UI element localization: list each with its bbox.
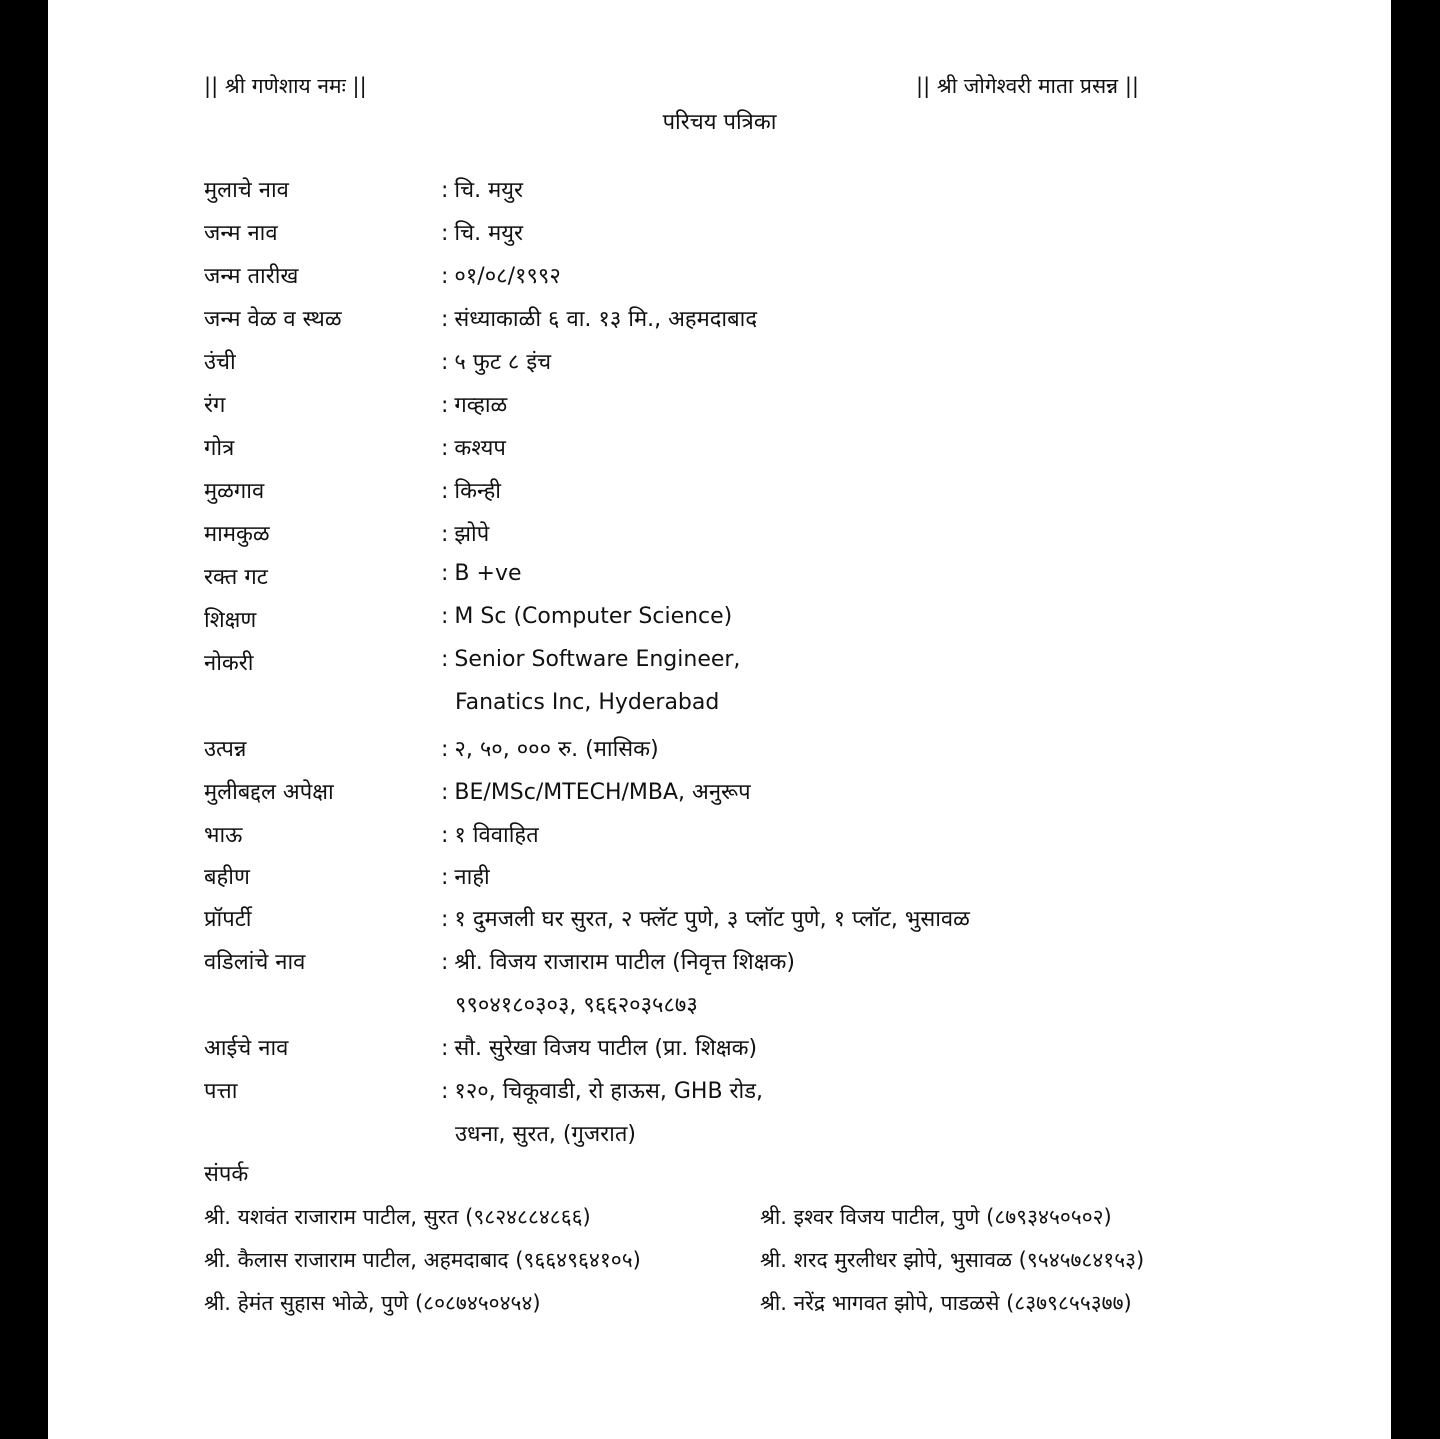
- field-value: ०१/०८/१९९२: [454, 264, 561, 289]
- field-value: M Sc (Computer Science): [454, 604, 733, 629]
- field-value-wrap: [441, 733, 659, 763]
- field-separator: :: [441, 647, 449, 672]
- contact-entry: श्री. हेमंत सुहास भोळे, पुणे (८०८७४५०४५४): [204, 1291, 541, 1315]
- field-label: रक्त गट: [204, 565, 268, 590]
- field-label: उत्पन्न: [204, 737, 247, 762]
- field-separator: :: [441, 1079, 449, 1104]
- field-label: रंग: [204, 393, 226, 418]
- contact-entry: श्री. नरेंद्र भागवत झोपे, पाडळसे (८३७९८५५३७७): [760, 1291, 1132, 1315]
- field-separator: :: [441, 737, 449, 762]
- header-left-invocation: || श्री गणेशाय नमः ||: [204, 74, 367, 98]
- contact-entry: श्री. शरद मुरलीधर झोपे, भुसावळ (९५४५७८४१५३): [760, 1248, 1145, 1272]
- field-value: Senior Software Engineer,: [454, 647, 741, 672]
- field-separator: :: [441, 350, 449, 375]
- field-separator: :: [441, 950, 449, 975]
- field-separator: :: [441, 522, 449, 547]
- field-label: गोत्र: [204, 436, 235, 461]
- field-value-wrap: [441, 946, 795, 976]
- field-value: चि. मयुर: [454, 221, 523, 246]
- biodata-page: [48, 0, 1391, 1439]
- field-value: झोपे: [454, 522, 490, 547]
- field-separator: :: [441, 479, 449, 504]
- field-separator: :: [441, 221, 449, 246]
- field-separator: :: [441, 307, 449, 332]
- field-label: बहीण: [204, 865, 250, 890]
- field-label: भाऊ: [204, 823, 243, 848]
- field-value: १२०, चिकूवाडी, रो हाऊस, GHB रोड,: [454, 1079, 764, 1104]
- contact-entry: श्री. इश्वर विजय पाटील, पुणे (८७९३४५०५०२): [760, 1205, 1112, 1229]
- field-value-wrap: [441, 861, 490, 891]
- field-value-wrap: [441, 1075, 763, 1105]
- field-value: १ दुमजली घर सुरत, २ फ्लॅट पुणे, ३ प्लॉट पुणे, १ प्लॉट, भुसावळ: [454, 907, 970, 932]
- field-value-wrap: [441, 647, 740, 672]
- field-value: नाही: [454, 865, 490, 890]
- header-right-invocation: || श्री जोगेश्वरी माता प्रसन्न ||: [916, 74, 1139, 98]
- field-value-wrap: [441, 260, 561, 290]
- field-value-continuation: Fanatics Inc, Hyderabad: [455, 690, 720, 715]
- field-label: जन्म तारीख: [204, 264, 299, 289]
- field-value-wrap: [441, 174, 523, 204]
- field-value-wrap: [441, 303, 757, 333]
- field-value: किन्ही: [454, 479, 501, 504]
- contacts-heading: संपर्क: [204, 1162, 249, 1187]
- field-value-wrap: [441, 561, 522, 586]
- field-value: B +ve: [454, 561, 522, 586]
- field-label: वडिलांचे नाव: [204, 950, 306, 975]
- field-separator: :: [441, 823, 449, 848]
- field-separator: :: [441, 561, 449, 586]
- field-label: मामकुळ: [204, 522, 270, 547]
- field-value: २, ५०, ००० रु. (मासिक): [454, 737, 659, 762]
- field-label: आईचे नाव: [204, 1036, 289, 1061]
- field-label: मुलीबद्दल अपेक्षा: [204, 780, 334, 805]
- field-value: श्री. विजय राजाराम पाटील (निवृत्त शिक्षक): [454, 950, 795, 975]
- field-value: चि. मयुर: [454, 178, 523, 203]
- field-separator: :: [441, 604, 449, 629]
- field-separator: :: [441, 780, 449, 805]
- field-label: शिक्षण: [204, 608, 257, 633]
- field-separator: :: [441, 436, 449, 461]
- field-value-wrap: [441, 389, 507, 419]
- field-separator: :: [441, 264, 449, 289]
- page-title: परिचय पत्रिका: [662, 110, 777, 135]
- field-separator: :: [441, 178, 449, 203]
- field-value-wrap: [441, 604, 732, 629]
- field-label: पत्ता: [204, 1079, 238, 1104]
- field-value: संध्याकाळी ६ वा. १३ मि., अहमदाबाद: [454, 307, 758, 332]
- field-value: गव्हाळ: [454, 393, 508, 418]
- field-label: मुलाचे नाव: [204, 178, 289, 203]
- contact-entry: श्री. यशवंत राजाराम पाटील, सुरत (९८२४८८४८६६): [204, 1205, 591, 1229]
- field-label: प्रॉपर्टी: [204, 907, 252, 932]
- field-value-wrap: [441, 432, 506, 462]
- field-value: BE/MSc/MTECH/MBA, अनुरूप: [454, 780, 751, 805]
- field-separator: :: [441, 907, 449, 932]
- field-value: ५ फुट ८ इंच: [454, 350, 552, 375]
- field-label: उंची: [204, 350, 236, 375]
- field-value-wrap: [441, 346, 551, 376]
- field-value-wrap: [441, 819, 539, 849]
- field-value: कश्यप: [454, 436, 506, 461]
- field-label: जन्म नाव: [204, 221, 278, 246]
- field-value-wrap: [441, 518, 489, 548]
- field-value: सौ. सुरेखा विजय पाटील (प्रा. शिक्षक): [454, 1036, 758, 1061]
- field-separator: :: [441, 1036, 449, 1061]
- field-value: १ विवाहित: [454, 823, 539, 848]
- field-value-wrap: [441, 1032, 757, 1062]
- field-value-wrap: [441, 475, 501, 505]
- field-value-wrap: [441, 776, 751, 806]
- field-value-wrap: [441, 903, 970, 933]
- field-label: जन्म वेळ व स्थळ: [204, 307, 342, 332]
- field-value-continuation: ९९०४१८०३०३, ९६६२०३५८७३: [455, 993, 698, 1018]
- field-separator: :: [441, 865, 449, 890]
- field-value-wrap: [441, 217, 523, 247]
- field-separator: :: [441, 393, 449, 418]
- field-label: मुळगाव: [204, 479, 265, 504]
- contact-entry: श्री. कैलास राजाराम पाटील, अहमदाबाद (९६६४९६४१०५): [204, 1248, 641, 1272]
- field-label: नोकरी: [204, 651, 254, 676]
- field-value-continuation: उधना, सुरत, (गुजरात): [455, 1122, 636, 1147]
